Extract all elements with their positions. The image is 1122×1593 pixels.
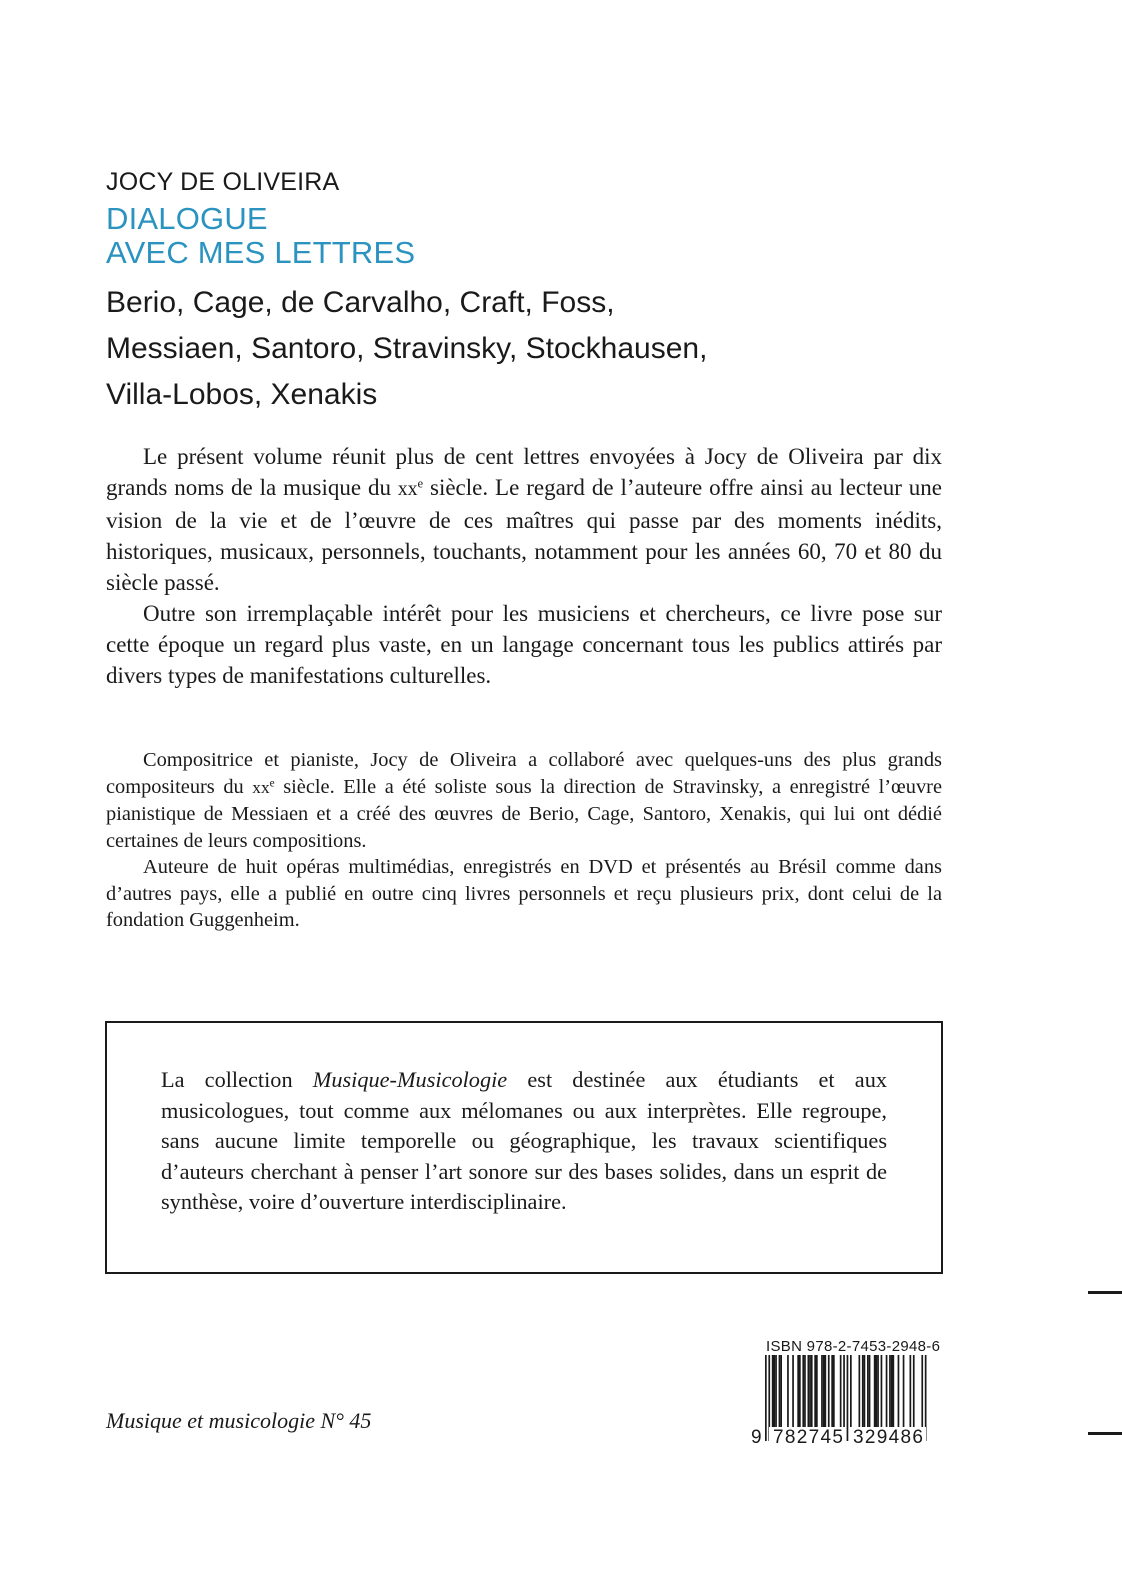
barcode-bar <box>850 1355 852 1427</box>
crop-mark-bottom <box>1088 1432 1122 1435</box>
century-numeral: xx <box>397 479 418 500</box>
barcode-bar <box>876 1355 878 1427</box>
collection-description: La collection Musique-Musicologie est destinée aux étudiants et aux musicologues, tout comme aux mélomanes ou aux interprètes. Elle regroupe, sans aucune limite temporelle ou géographique, les travaux scientifiques d’auteurs cherchant à penser l’art sonore sur des bases solides, dans un esprit de synthèse, voire d’ouverture interdisciplinaire. <box>161 1067 887 1214</box>
series-number: Musique et musicologie N° 45 <box>106 1408 372 1433</box>
book-title <box>106 202 415 270</box>
barcode-bar <box>877 1355 879 1427</box>
barcode-bar <box>847 1355 849 1441</box>
barcode-bar <box>833 1355 835 1427</box>
summary-text <box>106 441 942 691</box>
author-name: JOCY DE OLIVEIRA <box>106 168 340 196</box>
barcode-bar <box>775 1355 777 1427</box>
names-line-2: Messiaen, Santoro, Stravinsky, Stockhausen, <box>106 332 708 365</box>
barcode-bar <box>780 1355 782 1427</box>
century-superscript: e <box>417 476 424 491</box>
barcode-bar <box>864 1355 866 1427</box>
barcode-bar <box>808 1355 810 1427</box>
composer-names <box>106 280 906 418</box>
barcode-bar <box>893 1355 895 1427</box>
barcode-bar <box>765 1355 767 1441</box>
barcode-bar <box>862 1355 864 1427</box>
barcode-bar <box>840 1355 842 1427</box>
author-bio <box>106 747 942 934</box>
barcode-bar <box>869 1355 871 1427</box>
barcode-bar <box>787 1355 789 1427</box>
collection-box <box>105 1021 943 1274</box>
names-line-1: Berio, Cage, de Carvalho, Craft, Foss, <box>106 286 615 319</box>
bio-paragraph-2: Auteure de huit opéras multimédias, enregistrés en DVD et présentés au Brésil comme dans d’autres pays, elle a publié en outre cinq livres personnels et reçu plusieurs prix, dont celui de la fondation Guggenheim. <box>106 856 942 931</box>
barcode-bar <box>814 1355 816 1427</box>
barcode-bar <box>859 1355 861 1427</box>
barcode-bar <box>903 1355 905 1427</box>
names-line-3: Villa-Lobos, Xenakis <box>106 378 378 411</box>
barcode-bar <box>811 1355 813 1427</box>
barcode-bar <box>779 1355 781 1427</box>
barcode-bar <box>825 1355 827 1427</box>
barcode-bar <box>804 1355 806 1427</box>
barcode-bar <box>881 1355 883 1427</box>
barcode-bar <box>797 1355 799 1427</box>
barcode-bar <box>821 1355 823 1427</box>
barcode-bar <box>772 1355 774 1427</box>
barcode-bar <box>889 1355 891 1427</box>
barcode-bar <box>874 1355 876 1427</box>
barcode-first-digit: 9 <box>751 1427 762 1445</box>
barcode-left-digits: 782745 <box>773 1427 843 1445</box>
barcode-bar <box>792 1355 794 1427</box>
barcode-bar <box>802 1355 804 1427</box>
century-superscript: e <box>269 776 275 789</box>
barcode-bar <box>823 1355 825 1427</box>
barcode-bar <box>910 1355 912 1427</box>
barcode-bar <box>774 1355 776 1427</box>
barcode-bar <box>886 1355 888 1427</box>
crop-mark-top <box>1088 1291 1122 1294</box>
bio-paragraph-1: Compositrice et pianiste, Jocy de Oliveira a collaboré avec quelques-uns des plus grands compositeurs du $xx^e$ siècle. Elle a été soliste sous la direction de Stravinsky, a enregistré l’œuvre pianistique de Messiaen et a créé des œuvres de Berio, Cage, Santoro, Xenakis, qui lui ont dédié certaines de leurs compositions. <box>106 749 942 852</box>
barcode-bar <box>831 1355 833 1427</box>
summary-paragraph-2: Outre son irremplaçable intérêt pour les musiciens et chercheurs, ce livre pose sur cette époque un regard plus vaste, en un langage concernant tous les publics attirés par divers types de manifestations culturelles. <box>106 601 942 688</box>
barcode-bar <box>816 1355 818 1427</box>
barcode-bar <box>828 1355 830 1427</box>
barcode-right-digits: 329486 <box>853 1427 923 1445</box>
barcode-bar <box>913 1355 915 1427</box>
barcode <box>749 1355 939 1445</box>
collection-name: Musique-Musicologie <box>312 1067 508 1092</box>
isbn-label: ISBN 978-2-7453-2948-6 <box>766 1338 941 1355</box>
summary-paragraph-1: Le présent volume réunit plus de cent lettres envoyées à Jocy de Oliveira par dix grands noms de la musique du $xx^e$ siècle. Le regard de l’auteure offre ainsi au lecteur une vision de la vie et de l’œuvre de ces maîtres qui passe par des moments inédits, historiques, musicaux, personnels, touchants, notamment pour les années 60, 70 et 80 du siècle passé. <box>106 444 942 595</box>
barcode-bar <box>898 1355 900 1427</box>
barcode-bar <box>867 1355 869 1427</box>
barcode-bar <box>809 1355 811 1427</box>
title-line-1: DIALOGUE <box>106 201 268 236</box>
century-numeral: xx <box>252 777 270 797</box>
title-line-2: AVEC MES LETTRES <box>106 235 416 270</box>
barcode-bar <box>799 1355 801 1427</box>
barcode-bar <box>891 1355 893 1427</box>
